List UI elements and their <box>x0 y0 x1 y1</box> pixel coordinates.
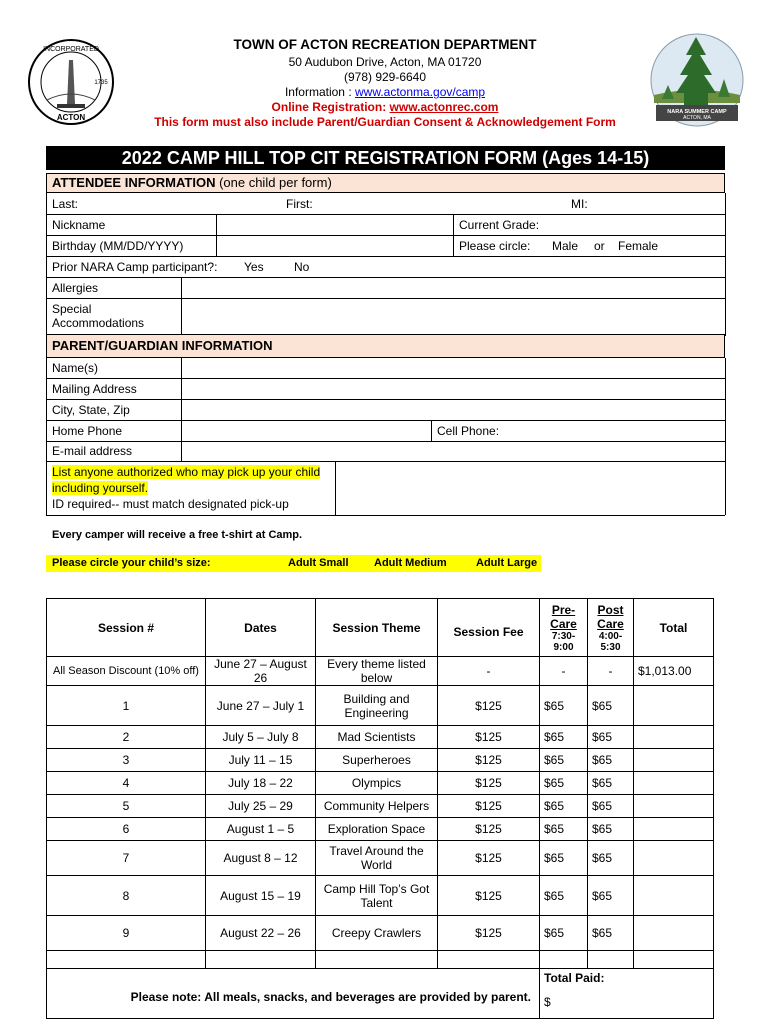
pickup-note <box>52 464 320 512</box>
camp-logo-icon <box>648 31 746 129</box>
session-total[interactable] <box>634 749 714 772</box>
prior-participant-label: Prior NARA Camp participant?: <box>52 260 218 274</box>
postcare-time-2: 5:30 <box>600 641 621 653</box>
theme-line: World <box>360 858 393 872</box>
session-total[interactable] <box>634 916 714 951</box>
table-row <box>47 772 714 795</box>
session-theme: Olympics <box>316 772 438 795</box>
parent-heading: PARENT/GUARDIAN INFORMATION <box>52 338 273 353</box>
birthday-label: Birthday (MM/DD/YYYY) <box>52 239 184 253</box>
email-label: E-mail address <box>52 444 133 458</box>
nickname-label: Nickname <box>52 218 106 232</box>
special-label-1: Special <box>52 302 92 316</box>
session-postcare: $65 <box>588 818 634 841</box>
session-total[interactable] <box>634 772 714 795</box>
size-adult-large[interactable]: Adult Large <box>476 557 538 569</box>
row-line <box>46 298 725 299</box>
row-line <box>46 235 725 236</box>
col-line <box>335 461 336 515</box>
session-precare: $65 <box>540 726 588 749</box>
last-name-label: Last: <box>52 197 79 211</box>
col-line <box>216 214 217 256</box>
discount-row <box>47 657 714 686</box>
session-number: 9 <box>47 916 206 951</box>
session-theme: Mad Scientists <box>316 726 438 749</box>
session-number: 6 <box>47 818 206 841</box>
dates-header: Dates <box>206 599 316 657</box>
postcare-time-1: 4:00- <box>598 630 623 642</box>
session-dates: July 18 – 22 <box>206 772 316 795</box>
discount-post: - <box>588 657 634 686</box>
row-line <box>46 256 725 257</box>
logo-line1: NARA SUMMER CAMP <box>667 109 727 115</box>
precare-label-2: Care <box>550 616 577 631</box>
seal-bottom-text: ACTON <box>56 113 86 122</box>
session-dates: August 22 – 26 <box>206 916 316 951</box>
session-precare: $65 <box>540 795 588 818</box>
form-title: 2022 CAMP HILL TOP CIT REGISTRATION FORM (Ages 14-15) <box>46 146 725 170</box>
session-fee: $125 <box>438 726 540 749</box>
session-fee: $125 <box>438 916 540 951</box>
names-label: Name(s) <box>52 361 99 375</box>
col-line <box>181 277 182 334</box>
session-number: 1 <box>47 686 206 726</box>
theme-line: Building and <box>343 691 410 706</box>
logo-line2: ACTON, MA <box>683 115 711 121</box>
session-dates: July 5 – July 8 <box>206 726 316 749</box>
gender-circle-label: Please circle: <box>459 239 531 253</box>
meals-note: Please note: All meals, snacks, and beverages are provided by parent. <box>47 969 540 1019</box>
discount-pre: - <box>540 657 588 686</box>
table-row <box>47 726 714 749</box>
table-row <box>47 818 714 841</box>
phone-line: (978) 929-6640 <box>343 70 427 84</box>
precare-time-2: 9:00 <box>553 641 574 653</box>
blank-cell <box>540 951 588 969</box>
postcare-header <box>588 599 634 657</box>
session-theme: Community Helpers <box>316 795 438 818</box>
session-dates: July 11 – 15 <box>206 749 316 772</box>
postcare-label-2: Care <box>597 616 624 631</box>
col-line <box>181 358 182 461</box>
postcare-label-1: Post <box>597 602 624 617</box>
theme-line: Travel Around the <box>329 844 424 858</box>
footer-row <box>47 969 714 1019</box>
session-fee: $125 <box>438 876 540 916</box>
precare-label-1: Pre- <box>551 602 576 617</box>
session-dates: June 27 – July 1 <box>206 686 316 726</box>
session-fee: $125 <box>438 795 540 818</box>
session-postcare: $65 <box>588 916 634 951</box>
department-title: TOWN OF ACTON RECREATION DEPARTMENT <box>233 37 537 52</box>
session-theme <box>316 876 438 916</box>
seal-top-text: INCORPORATED <box>43 46 99 53</box>
session-total[interactable] <box>634 818 714 841</box>
session-number: 2 <box>47 726 206 749</box>
parent-left-border <box>46 358 47 515</box>
info-label: Information : <box>284 85 355 99</box>
cell-phone-label: Cell Phone: <box>437 424 500 438</box>
pickup-line-2: including yourself. <box>52 481 149 495</box>
row-line <box>46 214 725 215</box>
blank-cell <box>634 951 714 969</box>
session-number: 7 <box>47 841 206 876</box>
session-postcare: $65 <box>588 876 634 916</box>
session-postcare: $65 <box>588 726 634 749</box>
blank-cell <box>47 951 206 969</box>
session-number: 3 <box>47 749 206 772</box>
session-theme <box>316 686 438 726</box>
session-fee: $125 <box>438 749 540 772</box>
address-line: 50 Audubon Drive, Acton, MA 01720 <box>288 55 482 69</box>
row-line <box>46 378 725 379</box>
session-dates: July 25 – 29 <box>206 795 316 818</box>
session-postcare: $65 <box>588 749 634 772</box>
total-header: Total <box>634 599 714 657</box>
gender-female-option[interactable]: Female <box>618 239 659 253</box>
session-precare: $65 <box>540 686 588 726</box>
blank-cell <box>588 951 634 969</box>
parent-right-border <box>725 358 726 515</box>
session-fee: $125 <box>438 841 540 876</box>
session-total[interactable] <box>634 686 714 726</box>
row-line <box>46 420 725 421</box>
fee-header: Session Fee <box>438 599 540 657</box>
blank-cell <box>316 951 438 969</box>
session-precare: $65 <box>540 749 588 772</box>
session-total[interactable] <box>634 876 714 916</box>
size-adult-medium[interactable]: Adult Medium <box>374 557 447 569</box>
total-paid-dollar: $ <box>544 995 551 1009</box>
session-number: 5 <box>47 795 206 818</box>
table-row <box>47 749 714 772</box>
prior-no-option[interactable]: No <box>294 260 310 274</box>
session-theme: Superheroes <box>316 749 438 772</box>
table-row <box>47 841 714 876</box>
row-line <box>46 441 725 442</box>
total-paid-label: Total Paid: <box>544 971 605 985</box>
precare-time-1: 7:30- <box>551 630 576 642</box>
session-theme: Exploration Space <box>316 818 438 841</box>
row-line <box>46 399 725 400</box>
pickup-line-1: List anyone authorized who may pick up your child <box>52 465 321 479</box>
col-line <box>431 420 432 441</box>
table-row <box>47 876 714 916</box>
session-fee: $125 <box>438 686 540 726</box>
mailing-label: Mailing Address <box>52 382 137 396</box>
session-dates: August 8 – 12 <box>206 841 316 876</box>
session-postcare: $65 <box>588 772 634 795</box>
session-dates: August 15 – 19 <box>206 876 316 916</box>
session-total[interactable] <box>634 795 714 818</box>
row-line <box>46 277 725 278</box>
session-number: 8 <box>47 876 206 916</box>
session-number: 4 <box>47 772 206 795</box>
discount-dates: June 27 – August 26 <box>206 657 316 686</box>
consent-note: This form must also include Parent/Guardian Consent & Acknowledgement Form <box>154 115 616 129</box>
discount-session: All Season Discount (10% off) <box>47 657 206 686</box>
session-precare: $65 <box>540 818 588 841</box>
col-line <box>453 214 454 256</box>
parent-section-header <box>46 334 725 358</box>
mi-label: MI: <box>571 197 588 211</box>
online-link[interactable]: www.actonrec.com <box>389 100 499 114</box>
attendee-section-header <box>46 173 725 193</box>
session-fee: $125 <box>438 818 540 841</box>
theme-header: Session Theme <box>316 599 438 657</box>
attendee-heading: ATTENDEE INFORMATION <box>52 175 216 190</box>
row-line <box>46 515 725 516</box>
theme-line: Engineering <box>344 705 409 720</box>
online-label: Online Registration: <box>271 100 390 114</box>
blank-cell <box>206 951 316 969</box>
gender-male-option[interactable]: Male <box>552 239 579 253</box>
discount-theme: Every theme listed below <box>316 657 438 686</box>
session-precare: $65 <box>540 841 588 876</box>
city-label: City, State, Zip <box>52 403 130 417</box>
first-name-label: First: <box>286 197 313 211</box>
session-total[interactable] <box>634 841 714 876</box>
session-theme: Creepy Crawlers <box>316 916 438 951</box>
grade-label: Current Grade: <box>459 218 540 232</box>
session-postcare: $65 <box>588 686 634 726</box>
attendee-heading-note: (one child per form) <box>215 175 332 190</box>
session-total[interactable] <box>634 726 714 749</box>
blank-cell <box>438 951 540 969</box>
seal-year-text: 1735 <box>94 80 108 86</box>
session-theme <box>316 841 438 876</box>
table-row <box>47 795 714 818</box>
session-postcare: $65 <box>588 795 634 818</box>
special-label-2: Accommodations <box>52 316 145 330</box>
id-required-line: ID required-- must match designated pick-up <box>52 497 289 511</box>
tshirt-size-label: Please circle your child’s size: <box>52 557 211 569</box>
precare-header <box>540 599 588 657</box>
gender-or-text: or <box>594 239 605 253</box>
session-postcare: $65 <box>588 841 634 876</box>
session-precare: $65 <box>540 876 588 916</box>
table-row <box>47 686 714 726</box>
prior-yes-option[interactable]: Yes <box>244 260 264 274</box>
attendee-right-border <box>725 193 726 336</box>
home-phone-label: Home Phone <box>52 424 123 438</box>
session-header: Session # <box>47 599 206 657</box>
session-fee: $125 <box>438 772 540 795</box>
discount-fee: - <box>438 657 540 686</box>
total-paid-cell[interactable] <box>540 969 714 1019</box>
session-table <box>46 598 714 1019</box>
table-row <box>47 951 714 969</box>
session-precare: $65 <box>540 772 588 795</box>
theme-line: Camp Hill Top’s Got <box>323 881 430 896</box>
allergies-label: Allergies <box>52 281 99 295</box>
theme-line: Talent <box>360 895 393 910</box>
row-line <box>46 461 725 462</box>
info-link[interactable]: www.actonma.gov/camp <box>354 85 486 99</box>
size-adult-small[interactable]: Adult Small <box>288 557 349 569</box>
table-header-row <box>47 599 714 657</box>
session-dates: August 1 – 5 <box>206 818 316 841</box>
discount-total: $1,013.00 <box>634 657 714 686</box>
tshirt-note: Every camper will receive a free t-shirt at Camp. <box>52 529 303 541</box>
table-row <box>47 916 714 951</box>
session-precare: $65 <box>540 916 588 951</box>
